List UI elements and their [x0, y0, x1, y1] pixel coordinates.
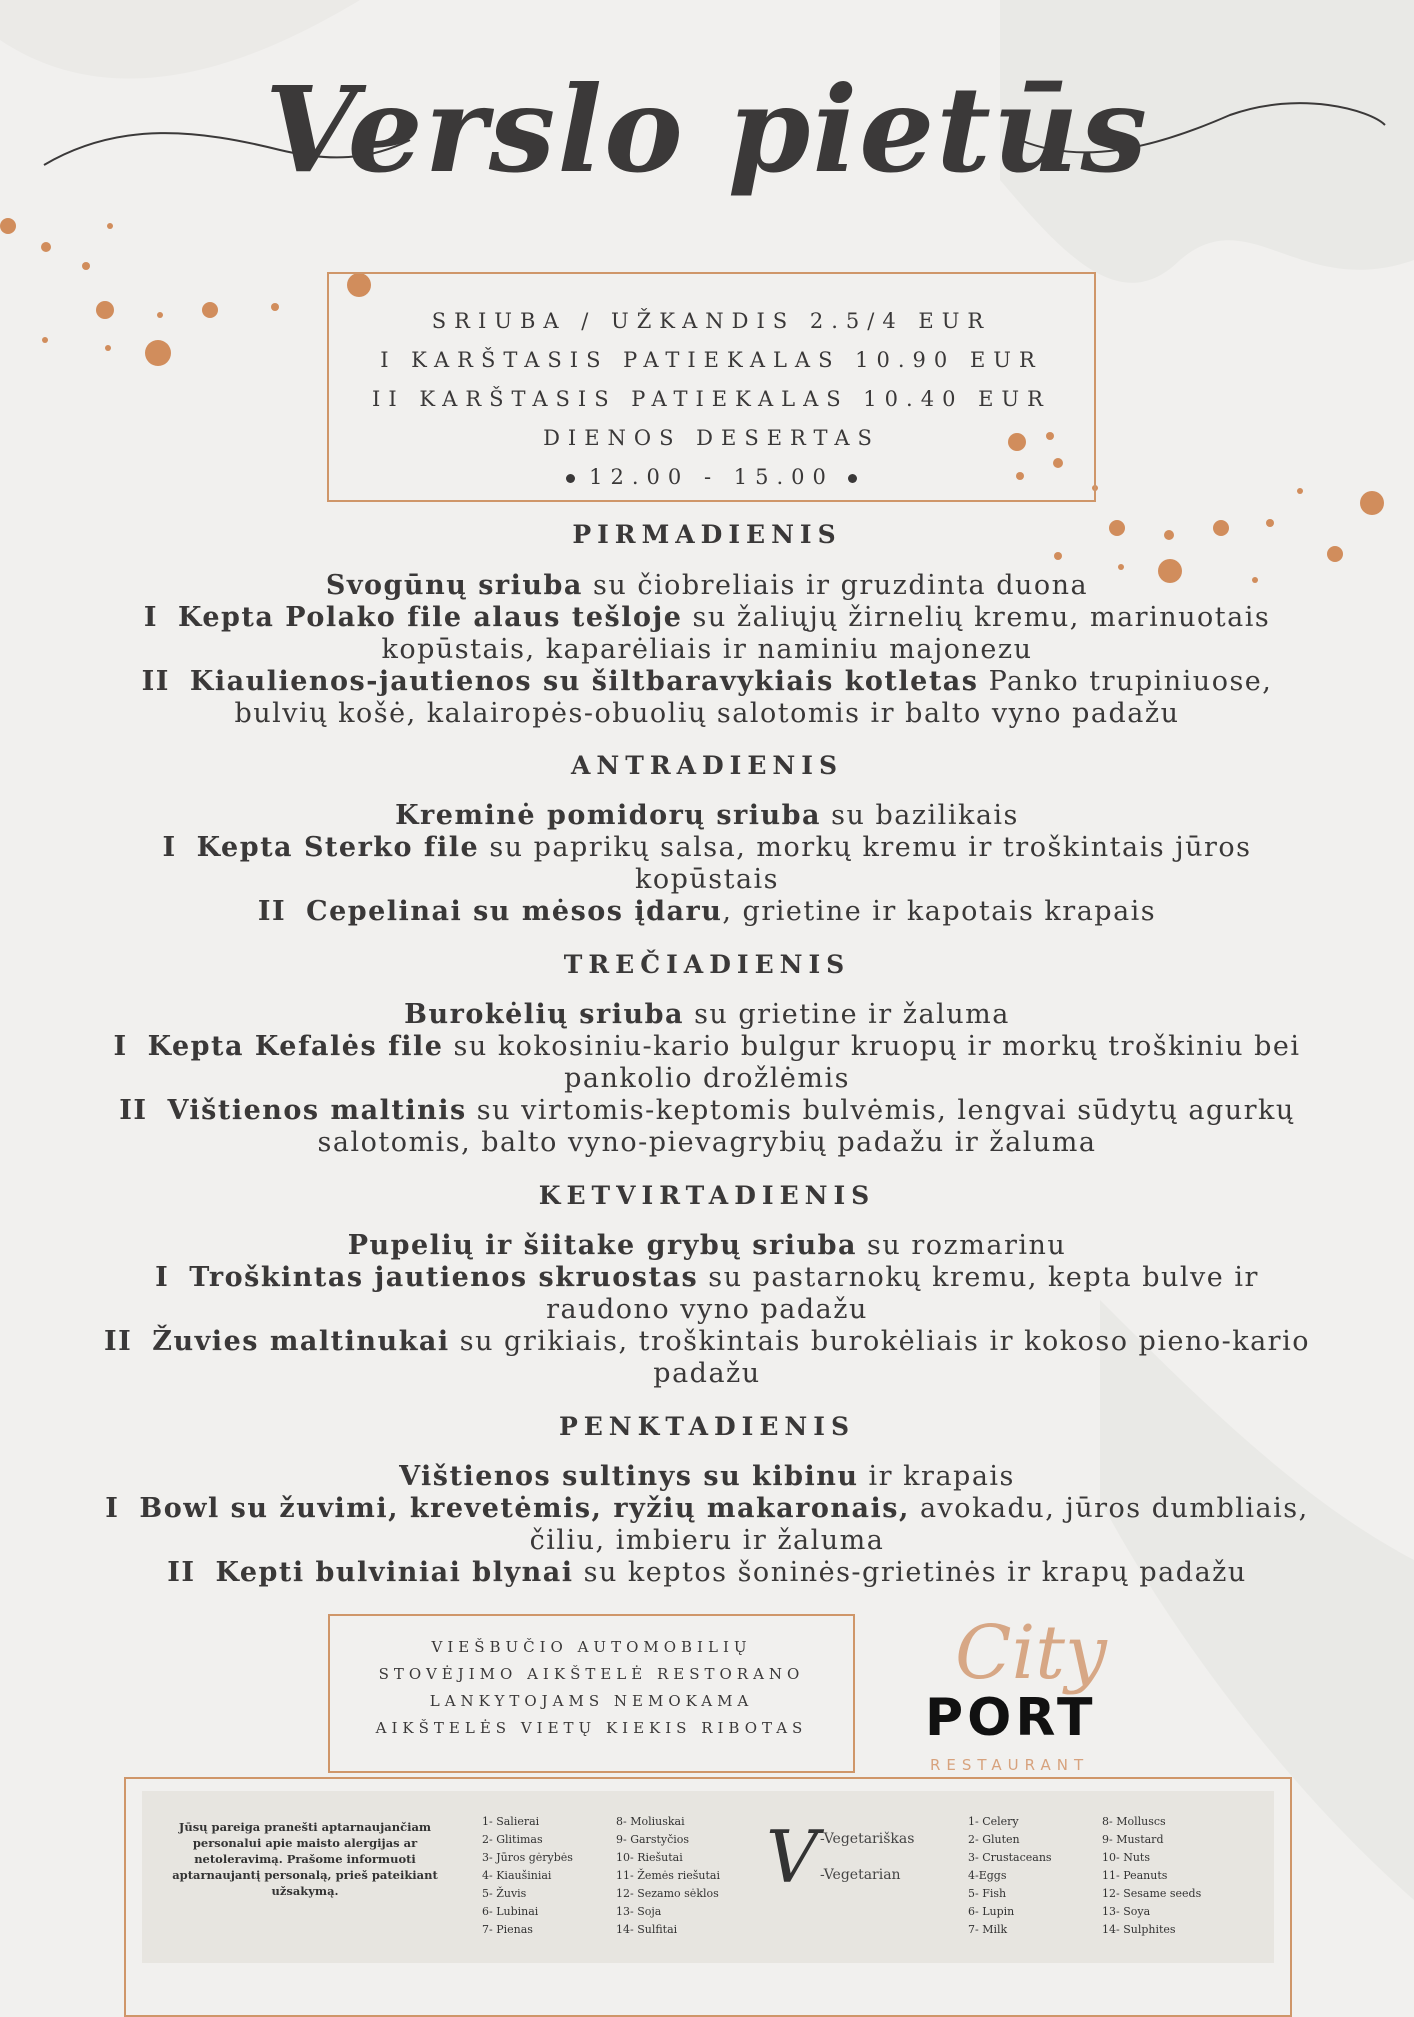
dish-main-2 — [90, 666, 1324, 730]
dish-main-2 — [90, 1095, 1324, 1159]
dish-number: I — [113, 1031, 128, 1062]
list-item: 7- Milk — [968, 1923, 1008, 1936]
dish-main-2 — [90, 896, 1324, 928]
dish-desc: su grikiais, troškintais burokėliais ir kokoso pieno-kario padažu — [449, 1326, 1310, 1389]
dish-number: II — [119, 1095, 148, 1126]
dish-soup — [90, 800, 1324, 832]
allergy-notice: Jūsų pareiga pranešti aptarnaujančiam personalui apie maisto alergijas ar netoleravimą. Prašome informuoti aptarnaujantį personalą, prieš pateikiant užsakymą. — [172, 1820, 438, 1898]
dish-main-1 — [90, 1493, 1324, 1557]
dish-main-2 — [90, 1326, 1324, 1390]
dish-name: Pupelių ir šiitake grybų sriuba — [347, 1230, 857, 1261]
dish-desc: su bazilikais — [821, 800, 1019, 831]
day-heading: PENKTADIENIS — [558, 1412, 856, 1441]
day-heading: PIRMADIENIS — [572, 520, 842, 549]
allergen-section — [124, 1777, 1292, 2017]
dish-main-1 — [90, 602, 1324, 666]
dish-desc: avokadu, jūros dumbliais, čiliu, imbieru ir žaluma — [529, 1493, 1309, 1556]
dish-number: I — [155, 1262, 170, 1293]
list-item: 4- Kiaušiniai — [482, 1869, 552, 1882]
dish-desc: ir krapais — [858, 1461, 1015, 1492]
dish-number: I — [162, 832, 177, 863]
dish-soup — [90, 570, 1324, 602]
parking-line: STOVĖJIMO AIKŠTELĖ RESTORANO — [378, 1665, 805, 1683]
list-item: 7- Pienas — [482, 1923, 533, 1936]
dish-name: Kiaulienos-jautienos su šiltbaravykiais kotletas — [189, 666, 979, 697]
list-item: 14- Sulfitai — [616, 1923, 678, 1936]
list-item: 12- Sezamo sėklos — [616, 1887, 719, 1900]
dish-soup — [90, 1461, 1324, 1493]
dish-desc: su kokosiniu-kario bulgur kruopų ir morkų troškiniu bei pankolio drožlėmis — [443, 1031, 1301, 1094]
dish-name: Bowl su žuvimi, krevetėmis, ryžių makaronais, — [139, 1493, 910, 1524]
dish-number: II — [257, 896, 287, 927]
logo-script: City — [955, 1610, 1107, 1696]
dish-number: I — [143, 602, 158, 633]
dish-number: II — [167, 1557, 196, 1588]
bullet-icon — [566, 474, 575, 483]
dish-desc: , grietine ir kapotais krapais — [722, 896, 1157, 927]
allergen-panel — [142, 1791, 1274, 1963]
dish-desc: su keptos šoninės-grietinės ir krapų padažu — [573, 1557, 1247, 1588]
list-item: 3- Crustaceans — [968, 1851, 1052, 1864]
dish-desc: su grietine ir žaluma — [683, 999, 1010, 1030]
dish-name: Vištienos sultinys su kibinu — [399, 1461, 859, 1492]
dish-desc: su paprikų salsa, morkų kremu ir troškintais jūros kopūstais — [479, 832, 1252, 895]
dish-desc: su žaliųjų žirnelių kremu, marinuotais kopūstais, kaparėliais ir naminiu majonezu — [381, 602, 1271, 665]
dish-desc: su virtomis-keptomis bulvėmis, lengvai sūdytų agurkų salotomis, balto vyno-pievagrybių padažu ir žaluma — [317, 1095, 1295, 1158]
parking-line: LANKYTOJAMS NEMOKAMA — [429, 1692, 754, 1710]
list-item: 1- Salierai — [482, 1815, 540, 1828]
list-item: 6- Lupin — [968, 1905, 1015, 1918]
price-soup: SRIUBA / UŽKANDIS 2.5/4 EUR — [431, 309, 992, 333]
day-heading: TREČIADIENIS — [563, 950, 851, 979]
parking-line: VIEŠBUČIO AUTOMOBILIŲ — [431, 1638, 752, 1656]
dish-number: II — [141, 666, 170, 697]
dish-desc: su pastarnokų kremu, kepta bulve ir raudono vyno padažu — [546, 1262, 1259, 1325]
list-item: 5- Žuvis — [482, 1887, 527, 1900]
list-item: 9- Garstyčios — [616, 1833, 690, 1846]
dish-name: Kepti bulviniai blynai — [215, 1557, 574, 1588]
allergen-list-en-2 — [1102, 1813, 1201, 1939]
allergen-list-lt-1 — [482, 1813, 573, 1939]
restaurant-logo — [920, 1600, 1120, 1780]
list-item: 11- Žemės riešutai — [616, 1869, 720, 1882]
dish-main-2 — [90, 1557, 1324, 1589]
page-title: Verslo pietūs — [264, 60, 1150, 199]
hours-text: 12.00 - 15.00 — [589, 465, 834, 489]
list-item: 2- Glitimas — [482, 1833, 543, 1846]
vegetarian-icon: V — [766, 1815, 818, 1899]
dish-main-1 — [90, 832, 1324, 896]
paint-splatter-left — [0, 218, 371, 366]
list-item: 11- Peanuts — [1102, 1869, 1168, 1882]
list-item: 3- Jūros gėrybės — [482, 1851, 573, 1864]
list-item: 10- Riešutai — [616, 1851, 683, 1864]
list-item: 1- Celery — [968, 1815, 1019, 1828]
logo-subtitle: RESTAURANT — [930, 1756, 1090, 1774]
dish-number: II — [104, 1326, 133, 1357]
bullet-icon — [848, 474, 857, 483]
dish-name: Svogūnų sriuba — [325, 570, 583, 601]
dish-number: I — [105, 1493, 120, 1524]
list-item: 6- Lubinai — [482, 1905, 539, 1918]
dish-soup — [90, 999, 1324, 1031]
list-item: 8- Molluscs — [1102, 1815, 1166, 1828]
dish-desc: su čiobreliais ir gruzdinta duona — [582, 570, 1089, 601]
dish-name: Burokėlių sriuba — [404, 999, 684, 1030]
dish-name: Vištienos maltinis — [167, 1095, 467, 1126]
list-item: 2- Gluten — [968, 1833, 1020, 1846]
dish-name: Troškintas jautienos skruostas — [189, 1262, 699, 1293]
dish-desc: Panko trupiniuose, bulvių košė, kalairopės-obuolių salotomis ir balto vyno padažu — [234, 666, 1273, 729]
list-item: 5- Fish — [968, 1887, 1007, 1900]
price-box — [327, 272, 1096, 502]
dish-name: Kepta Sterko file — [196, 832, 480, 863]
price-dessert: DIENOS DESERTAS — [543, 426, 880, 450]
parking-notice — [328, 1614, 855, 1773]
vegetarian-label-en: -Vegetarian — [820, 1867, 901, 1883]
list-item: 12- Sesame seeds — [1102, 1887, 1202, 1900]
dish-desc: su rozmarinu — [856, 1230, 1067, 1261]
price-main-2: II KARŠTASIS PATIEKALAS 10.40 EUR — [372, 387, 1051, 411]
dish-soup — [90, 1230, 1324, 1262]
serving-hours — [329, 458, 1094, 497]
dish-name: Žuvies maltinukai — [152, 1326, 450, 1357]
dish-name: Kreminė pomidorų sriuba — [395, 800, 822, 831]
list-item: 13- Soya — [1102, 1905, 1151, 1918]
dish-name: Kepta Polako file alaus tešloje — [177, 602, 683, 633]
vegetarian-label-lt: -Vegetariškas — [820, 1831, 915, 1847]
list-item: 14- Sulphites — [1102, 1923, 1176, 1936]
dish-name: Kepta Kefalės file — [147, 1031, 444, 1062]
list-item: 10- Nuts — [1102, 1851, 1150, 1864]
allergen-list-lt-2 — [616, 1813, 720, 1939]
parking-line: AIKŠTELĖS VIETŲ KIEKIS RIBOTAS — [375, 1719, 808, 1737]
dish-name: Cepelinai su mėsos įdaru — [306, 896, 723, 927]
list-item: 8- Moliuskai — [616, 1815, 685, 1828]
logo-name: PORT — [925, 1688, 1097, 1748]
allergen-list-en-1 — [968, 1813, 1052, 1939]
day-heading: KETVIRTADIENIS — [538, 1181, 876, 1210]
day-heading: ANTRADIENIS — [570, 751, 844, 780]
list-item: 4-Eggs — [968, 1869, 1007, 1882]
list-item: 9- Mustard — [1102, 1833, 1164, 1846]
dish-main-1 — [90, 1262, 1324, 1326]
list-item: 13- Soja — [616, 1905, 662, 1918]
dish-main-1 — [90, 1031, 1324, 1095]
price-main-1: I KARŠTASIS PATIEKALAS 10.90 EUR — [380, 348, 1043, 372]
